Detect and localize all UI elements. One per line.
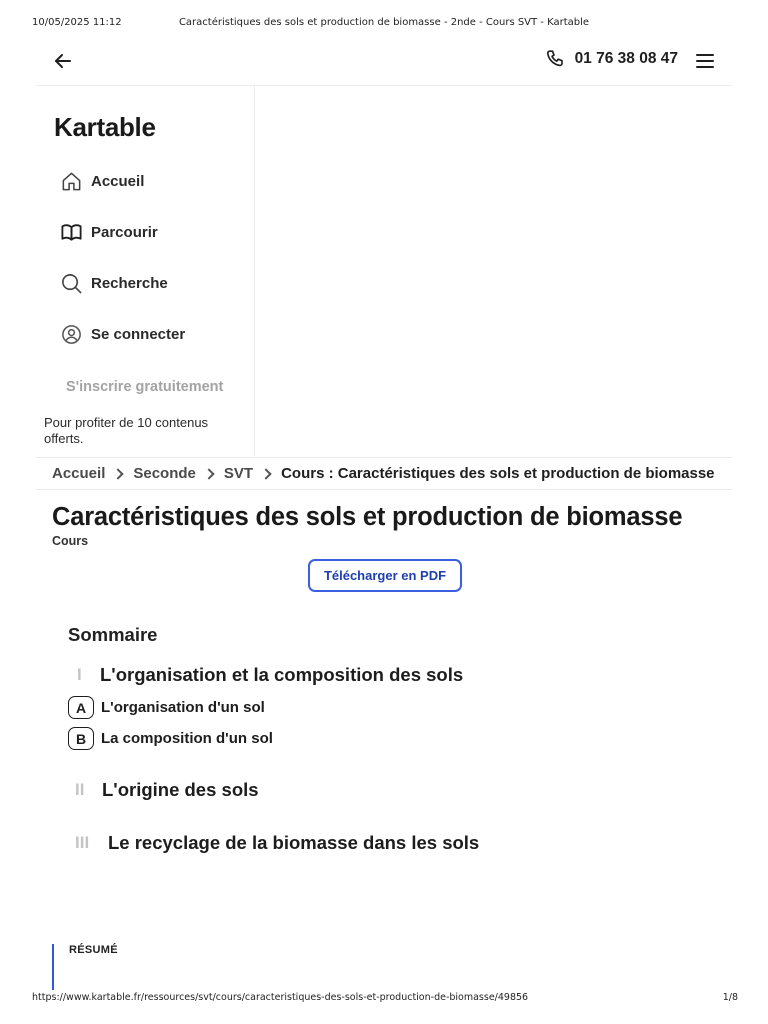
section-label: L'origine des sols — [102, 779, 259, 800]
sidebar-item-recherche[interactable] — [60, 272, 168, 295]
toc-section-3[interactable] — [68, 832, 479, 854]
subsection-letter: A — [68, 696, 94, 719]
promo-text: Pour profiter de 10 contenus offerts. — [44, 415, 209, 446]
toc-title: Sommaire — [68, 624, 158, 645]
section-numeral: II — [75, 780, 85, 799]
print-page-number: 1/8 — [722, 992, 738, 1003]
home-icon — [60, 170, 83, 193]
search-icon — [60, 272, 83, 295]
toc-subsection-b[interactable] — [68, 727, 273, 750]
arrow-left-icon[interactable] — [52, 50, 74, 72]
breadcrumb — [36, 457, 732, 490]
top-bar — [36, 40, 732, 86]
user-circle-icon — [60, 323, 83, 346]
sidebar-item-parcourir[interactable] — [60, 221, 158, 244]
sidebar — [36, 86, 255, 456]
print-doc-title: Caractéristiques des sols et production de biomasse - 2nde - Cours SVT - Kartable — [178, 17, 590, 28]
phone-icon — [545, 48, 567, 70]
section-label: Le recyclage de la biomasse dans les sols — [108, 832, 480, 853]
subsection-label: La composition d'un sol — [101, 730, 273, 747]
book-icon — [60, 221, 83, 244]
kartable-logo[interactable]: Kartable — [54, 112, 156, 142]
breadcrumb-seconde[interactable]: Seconde — [133, 465, 196, 482]
signup-link[interactable]: S'inscrire gratuitement — [66, 379, 224, 395]
sidebar-item-se-connecter[interactable] — [60, 323, 185, 346]
sidebar-item-label: Parcourir — [91, 224, 158, 241]
phone-number: 01 76 38 08 47 — [574, 50, 678, 67]
resume-label: RÉSUMÉ — [69, 944, 118, 956]
subsection-letter: B — [68, 727, 94, 750]
sidebar-item-accueil[interactable] — [60, 170, 144, 193]
subsection-label: L'organisation d'un sol — [101, 699, 265, 716]
sidebar-item-label: Recherche — [91, 275, 168, 292]
print-date: 10/05/2025 11:12 — [32, 17, 122, 28]
print-footer — [0, 992, 768, 1006]
print-header — [0, 17, 768, 31]
download-pdf-button[interactable]: Télécharger en PDF — [308, 559, 462, 592]
breadcrumb-current: Cours : Caractéristiques des sols et production de biomasse — [281, 465, 715, 482]
hamburger-menu-icon[interactable] — [694, 50, 716, 72]
chevron-right-icon — [113, 468, 124, 479]
chevron-right-icon — [260, 468, 271, 479]
content-type-label: Cours — [52, 534, 89, 548]
sidebar-item-label: Accueil — [91, 173, 145, 190]
toc-section-2[interactable] — [68, 779, 259, 801]
chevron-right-icon — [203, 468, 214, 479]
print-url: https://www.kartable.fr/ressources/svt/cours/caracteristiques-des-sols-et-production-de-biomasse/49856 — [32, 992, 529, 1003]
resume-block — [52, 944, 118, 990]
breadcrumb-accueil[interactable]: Accueil — [52, 465, 106, 482]
toc-subsection-a[interactable] — [68, 696, 265, 719]
toc-section-1[interactable] — [68, 664, 463, 686]
section-numeral: I — [77, 665, 82, 684]
phone-link[interactable] — [545, 48, 678, 70]
section-numeral: III — [75, 833, 90, 852]
section-label: L'organisation et la composition des sols — [100, 664, 464, 685]
breadcrumb-svt[interactable]: SVT — [223, 465, 254, 482]
page-title: Caractéristiques des sols et production de biomasse — [52, 503, 683, 531]
sidebar-item-label: Se connecter — [91, 326, 186, 343]
